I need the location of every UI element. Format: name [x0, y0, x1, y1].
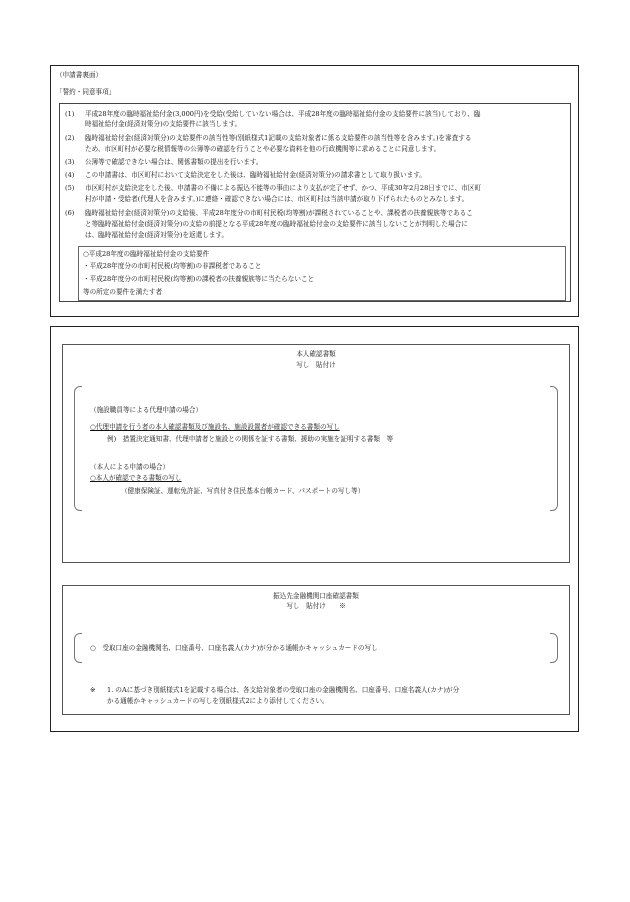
item-text-line: 臨時福祉給付金(経済対策分)の支給後、平成28年度分の市町村民税(均等割)が課税されていることや、課税者の扶養親族等であるこ	[85, 209, 473, 217]
item-text-line: 市区町村が支給決定をした後、申請書の不備による振込不能等の事由により支払が完了せず、かつ、平成30年2月28日までに、市区町	[85, 184, 482, 192]
item-number: (4)	[65, 171, 75, 179]
requirement-line: ・平成28年度分の市町村民税(均等割)の非課税者であること	[83, 262, 262, 270]
self-header: （本人による申請の場合）	[90, 463, 170, 471]
pledge-heading: 「誓約・同意事項」	[56, 88, 116, 96]
self-example: （健康保険証、運転免許証、写真付き住民基本台帳カード、パスポートの写し等）	[121, 487, 365, 495]
id-doc-subtitle: 写し 貼付け	[296, 361, 336, 369]
requirement-line: ・平成28年度分の市町村民税(均等割)の課税者の扶養親族等に当たらないこと	[83, 275, 315, 283]
item-text-line: 臨時福祉給付金(経済対策分)の支給要件の該当性等(別紙様式1記載の支給対象者に係る支給要件の該当性等を含みます。)を審査する	[85, 134, 472, 142]
item-number: (6)	[65, 209, 75, 217]
left-bracket	[74, 386, 82, 511]
item-text-line: この申請書は、市区町村において支給決定をした後は、臨時福祉給付金(経済対策分)の請求書として取り扱います。	[85, 171, 426, 179]
requirement-line: 等の所定の要件を満たす者	[83, 288, 163, 296]
id-doc-title: 本人確認書類	[296, 350, 336, 358]
self-item: ○本人が確認できる書類の写し	[90, 474, 182, 482]
proxy-item: ○代理申請を行う者の本人確認書類及び施設名、施設設置者が確認できる書類の写し	[90, 423, 340, 431]
id-document-paste-area	[62, 344, 570, 563]
proxy-header: （施設職員等による代理申請の場合）	[90, 406, 203, 414]
item-number: (5)	[65, 184, 75, 192]
note-line: かる通帳かキャッシュカードの写しを別紙様式2により添付してください。	[107, 697, 329, 705]
item-text-line: 村が申請・受給者(代理人を含みます。)に連絡・確認できない場合には、市区町村は当該申請が取り下げられたものとみなします。	[85, 195, 469, 203]
left-bracket	[74, 633, 82, 663]
requirement-line: ○平成28年度の臨時福祉給付金の支給要件	[83, 250, 210, 258]
right-bracket	[550, 386, 558, 511]
item-number: (3)	[65, 158, 75, 166]
item-text-line: ため、市区町村が必要な税情報等の公簿等の確認を行うことや必要な資料を他の行政機関等に求めることに同意します。	[85, 145, 441, 153]
item-number: (1)	[65, 110, 75, 118]
item-text-line: は、臨時福祉給付金(経済対策分)を返還します。	[85, 231, 229, 239]
item-text-line: 平成28年度の臨時福祉給付金(3,000円)を受給(受給していない場合は、平成28年度の臨時福祉給付金の支給要件に該当)しており、臨	[85, 110, 481, 118]
note-line: 1. のAに基づき別紙様式1を記載する場合は、各支給対象者の受取口座の金融機関名、口座番号、口座名義人(カナ)が分	[107, 686, 460, 694]
bank-doc-subtitle: 写し 貼付け ※	[286, 602, 346, 610]
item-number: (2)	[65, 134, 75, 142]
item-text-line: 公簿等で確認できない場合は、関係書類の提出を行います。	[85, 158, 263, 166]
note-mark: ※	[90, 686, 96, 694]
bank-doc-title: 振込先金融機関口座確認書類	[273, 592, 359, 600]
proxy-example: 例) 措置決定通知書、代理申請者と施設との関係を証する書類、援助の実施を証明する書類 等	[107, 435, 394, 443]
item-text-line: 時福祉給付金(経済対策分)の支給要件に該当します。	[85, 120, 242, 128]
section-label: （申請書裏面）	[56, 71, 103, 79]
bank-doc-item: ○ 受取口座の金融機関名、口座番号、口座名義人(カナ)が分かる通帳かキャッシュカードの写し	[90, 644, 378, 652]
right-bracket	[550, 633, 558, 663]
item-text-line: と等臨時福祉給付金(経済対策分)の支給の前提となる平成28年度の臨時福祉給付金の支給要件に該当しないことが判明した場合に	[85, 220, 468, 228]
